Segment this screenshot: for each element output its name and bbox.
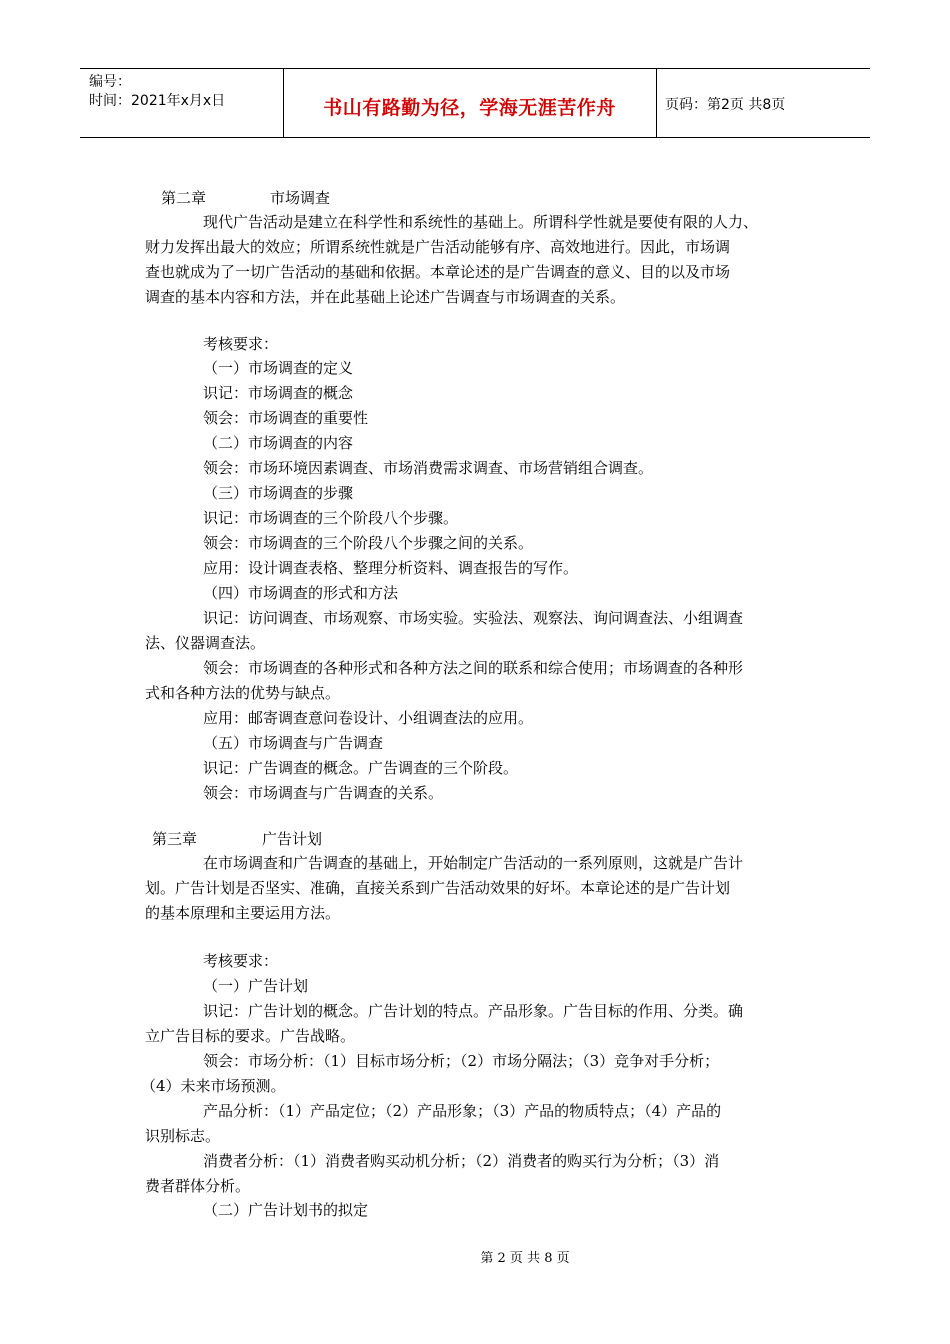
requirement-line: 领会：市场环境因素调查、市场消费需求调查、市场营销组合调查。 — [203, 459, 654, 477]
chapter-3-number: 第三章 — [152, 830, 198, 848]
requirement-line: 应用：邮寄调查意问卷设计、小组调查法的应用。 — [203, 709, 534, 727]
requirement-line: （四）市场调查的形式和方法 — [203, 584, 399, 602]
chapter-2-title: 市场调查 — [270, 189, 331, 207]
chapter-2-requirements-title: 考核要求： — [203, 335, 279, 353]
requirement-line: （三）市场调查的步骤 — [203, 484, 354, 502]
requirement-line: 领会：市场分析：（1）目标市场分析；（2）市场分隔法；（3）竞争对手分析； — [203, 1052, 720, 1070]
requirement-line: （4）未来市场预测。 — [141, 1077, 286, 1095]
page-footer: 第 2 页 共 8 页 — [480, 1251, 570, 1266]
chapter-3-paragraph-line: 划。广告计划是否坚实、准确，直接关系到广告活动效果的好坏。本章论述的是广告计划 — [145, 879, 731, 897]
requirement-line: 领会：市场调查的重要性 — [203, 409, 369, 427]
requirement-line: （一）市场调查的定义 — [203, 359, 354, 377]
requirement-line: 识记：广告计划的概念。广告计划的特点。产品形象。广告目标的作用、分类。确 — [203, 1002, 744, 1020]
requirement-line: （二）市场调查的内容 — [203, 434, 354, 452]
requirement-line: 领会：市场调查与广告调查的关系。 — [203, 784, 444, 802]
motto-text: 书山有路勤为径，学海无涯苦作舟 — [323, 97, 616, 119]
header-page-info: 页码：第2页 共8页 — [665, 97, 786, 113]
chapter-3-title: 广告计划 — [262, 830, 323, 848]
requirement-line: 消费者分析：（1）消费者购买动机分析；（2）消费者的购买行为分析；（3）消 — [203, 1152, 720, 1170]
requirement-line: 式和各种方法的优势与缺点。 — [145, 684, 341, 702]
requirement-line: 识别标志。 — [145, 1127, 221, 1145]
document-number-label: 编号： — [89, 74, 131, 90]
document-time-label: 时间：2021年x月x日 — [89, 93, 226, 109]
requirement-line: 识记：市场调查的概念 — [203, 384, 354, 402]
chapter-3-paragraph-line: 的基本原理和主要运用方法。 — [145, 904, 341, 922]
requirement-line: 识记：访问调查、市场观察、市场实验。实验法、观察法、询问调查法、小组调查 — [203, 609, 744, 627]
requirement-line: 识记：市场调查的三个阶段八个步骤。 — [203, 509, 459, 527]
requirement-line: （五）市场调查与广告调查 — [203, 734, 384, 752]
chapter-2-number: 第二章 — [161, 189, 207, 207]
chapter-3-paragraph-line: 在市场调查和广告调查的基础上，开始制定广告活动的一系列原则，这就是广告计 — [203, 854, 744, 872]
requirement-line: 应用：设计调查表格、整理分析资料、调查报告的写作。 — [203, 559, 579, 577]
chapter-3-requirements-title: 考核要求： — [203, 952, 279, 970]
chapter-2-paragraph-line: 调查的基本内容和方法，并在此基础上论述广告调查与市场调查的关系。 — [145, 288, 626, 306]
requirement-line: 产品分析：（1）产品定位；（2）产品形象；（3）产品的物质特点；（4）产品的 — [203, 1102, 722, 1120]
requirement-line: （二）广告计划书的拟定 — [203, 1201, 369, 1219]
requirement-line: 法、仪器调查法。 — [145, 634, 266, 652]
chapter-2-paragraph-line: 现代广告活动是建立在科学性和系统性的基础上。所谓科学性就是要使有限的人力、 — [203, 213, 759, 231]
requirement-line: （一）广告计划 — [203, 977, 309, 995]
requirement-line: 领会：市场调查的三个阶段八个步骤之间的关系。 — [203, 534, 534, 552]
chapter-2-paragraph-line: 财力发挥出最大的效应；所谓系统性就是广告活动能够有序、高效地进行。因此，市场调 — [145, 238, 731, 256]
chapter-2-paragraph-line: 查也就成为了一切广告活动的基础和依据。本章论述的是广告调查的意义、目的以及市场 — [145, 263, 731, 281]
requirement-line: 费者群体分析。 — [145, 1177, 251, 1195]
requirement-line: 识记：广告调查的概念。广告调查的三个阶段。 — [203, 759, 519, 777]
requirement-line: 领会：市场调查的各种形式和各种方法之间的联系和综合使用；市场调查的各种形 — [203, 659, 744, 677]
requirement-line: 立广告目标的要求。广告战略。 — [145, 1027, 356, 1045]
